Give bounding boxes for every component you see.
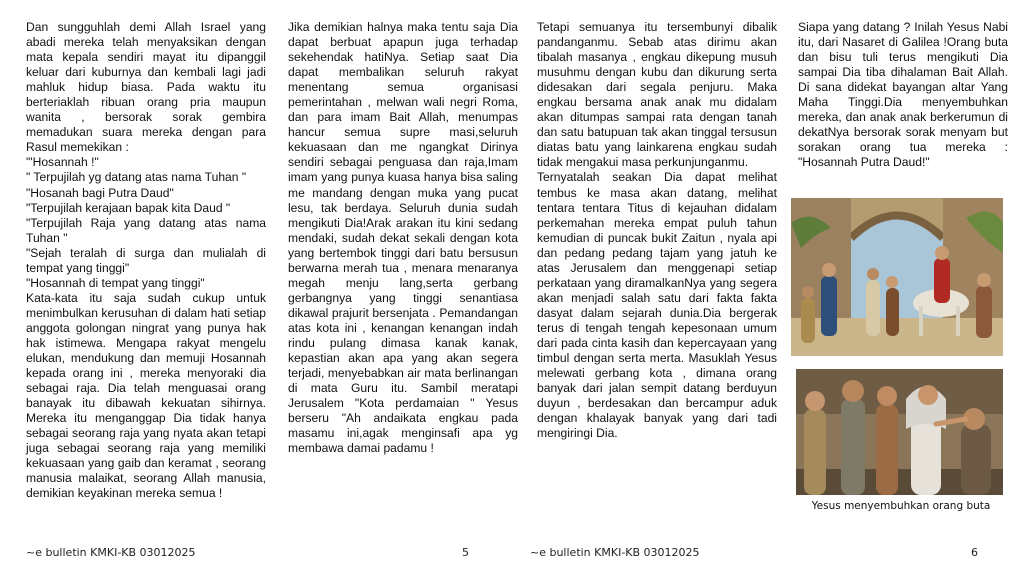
page-number-left: 5 — [462, 546, 469, 559]
paragraph: Ternyatalah seakan Dia dapat melihat tembus ke masa akan datang, melihat tentara tentara Titus di kejauhan didalam perkemahan mereka empat puluh tahun kemudian di puncak bukit Zaitun , nyala api dan pedang pedang tajam yang jatuh ke atas Jerusalem dan menggenapi setiap perkataan yang diramalkanNya yang segera akan menjadi salah satu dari fakta fakta dasyat dalam sejarah dunia.Dia bergerak terus di tengah tengah kepesonaan umum dari pada cinta kasih dan kepercayaan yang timbul dengan serta merta. Masuklah Yesus melewati gerbang kota , dimana orang banyak dari jalan sempit datang berduyun duyun , berdesakan dan bercampur aduk dengan khalayak banyak yang dari tadi mengiringi Dia. — [537, 170, 777, 441]
quote-line: "Hosanah bagi Putra Daud" — [26, 185, 174, 200]
paragraph: Siapa yang datang ? Inilah Yesus Nabi itu, dari Nasaret di Galilea !Orang buta dan bisu tuli terus mengikuti Dia sampai Dia tiba dihalaman Bait Allah. Di sana didekat bayangan altar Yang Maha Tinggi.Dia menyembuhkan mereka, dan anak anak berkerumun di dekatNya bersorak sorak menyam but sorakan orang tua mereka : "Hosannah Putra Daud!" — [798, 20, 1008, 170]
paragraph: Jika demikian halnya maka tentu saja Dia dapat berbuat apapun juga terhadap sekehendak hatiNya. Setiap saat Dia dapat membalikan seluruh rakyat menentang semua organisasi pemerintahan , melwan wali negri Roma, dan para imam Bait Allah, menumpas hancur semua supre masi,seluruh kekuasaan dan me ngangkat Dirinya sendiri sebagai penguasa dan raja,Imam imam yang punya kuasa hanya bisa saling me mandang dengan muka yang pucat lesu, tak berdaya. Seluruh dunia sudah mengikuti Dia!Arak arakan itu kini sedang mendaki, sudah dekat sekali dengan kota yang bertembok tinggi dari batu bersusun berwarna merah tua , menara menaranya megah menju lang,serta gerbang gerbangnya yang tinggi senantiasa dikawal prajurit bersenjata . Pemandangan atas kota ini , kenangan kenangan indah rindu pulang dimasa kanak kanak, kepastian akan apa yang akan segera terjadi, menyebabkan air mata berlinangan di mata Guru itu. Sambil meratapi Jerusalem "Kota perdamaian " Yesus berseru "Ah andaikata engkau pada masamu ini,agak menginsafi apa yg membawa damai padamu ! — [288, 20, 518, 456]
column-2 — [288, 20, 518, 456]
paragraph: Kata-kata itu saja sudah cukup untuk menimbulkan kerusuhan di dalam hati setiap anggota golongan ningrat yang punya hak hak istimewa. Mengapa rakyat mengelu elukan, mendukung dan memuji Hosannah kepada orang ini , mereka menyoraki dia sebagai raja. Dia telah menguasai orang banayak itu dibawah kekuatan sihirnya. Mereka itu menganggap Dia tidak hanya sebagai seorang raja yang nyata akan tetapi juga sebagai seorang raja yang memiliki kekuasaan yang gaib dan keramat , seorang manusia malaikat, seorang Allah manusia, demikian keyakinan mereka semua ! — [26, 290, 266, 501]
quote-line: "Hosannah di tempat yang tinggi" — [26, 275, 205, 290]
footer-bulletin-left: ~e bulletin KMKI-KB 03012025 — [26, 546, 196, 559]
paragraph: Tetapi semuanya itu tersembunyi dibalik pandanganmu. Sebab atas dirimu akan tibalah masanya , engkau dikepung musuh musuhmu dengan kubu dan dikurung serta didesakan dari segala penjuru. Maka engkau bersama anak anak mu didalam akan ditumpas sampai rata dengan tanah dan satu batupuan tak akan tinggal tersusun diatas batu yang lainkarena engkau sudah tidak mengakui masa perkunjunganmu. — [537, 20, 777, 170]
column-3 — [537, 20, 777, 441]
quote-line: "Terpujilah Raja yang datang atas nama Tuhan " — [26, 215, 266, 245]
triumphal-entry-illustration — [791, 198, 1003, 356]
quote-line: "Sejah teralah di surga dan mulialah di tempat yang tinggi" — [26, 245, 266, 275]
quote-line: "'Hosannah !" — [26, 155, 99, 170]
footer-bulletin-right: ~e bulletin KMKI-KB 03012025 — [530, 546, 700, 559]
quote-line: " Terpujilah yg datang atas nama Tuhan " — [26, 170, 247, 185]
column-4 — [798, 20, 1008, 170]
page-number-right: 6 — [971, 546, 978, 559]
healing-blind-illustration — [796, 369, 1003, 495]
paragraph: Dan sungguhlah demi Allah Israel yang abadi mereka telah menyaksikan dengan mata kepala sendiri mayat itu dipanggil keluar dari kuburnya dan kembali lagi jadi mahluk hidup biasa. Pada waktu itu berteriaklah ribuan orang pria maupun wanita , bersorak sorak gembira memadukan suara mereka dengan para Rasul memekikan : — [26, 20, 266, 155]
quote-line: "Terpujilah kerajaan bapak kita Daud " — [26, 200, 231, 215]
image-caption: Yesus menyembuhkan orang buta — [811, 500, 991, 512]
column-1 — [26, 20, 266, 502]
